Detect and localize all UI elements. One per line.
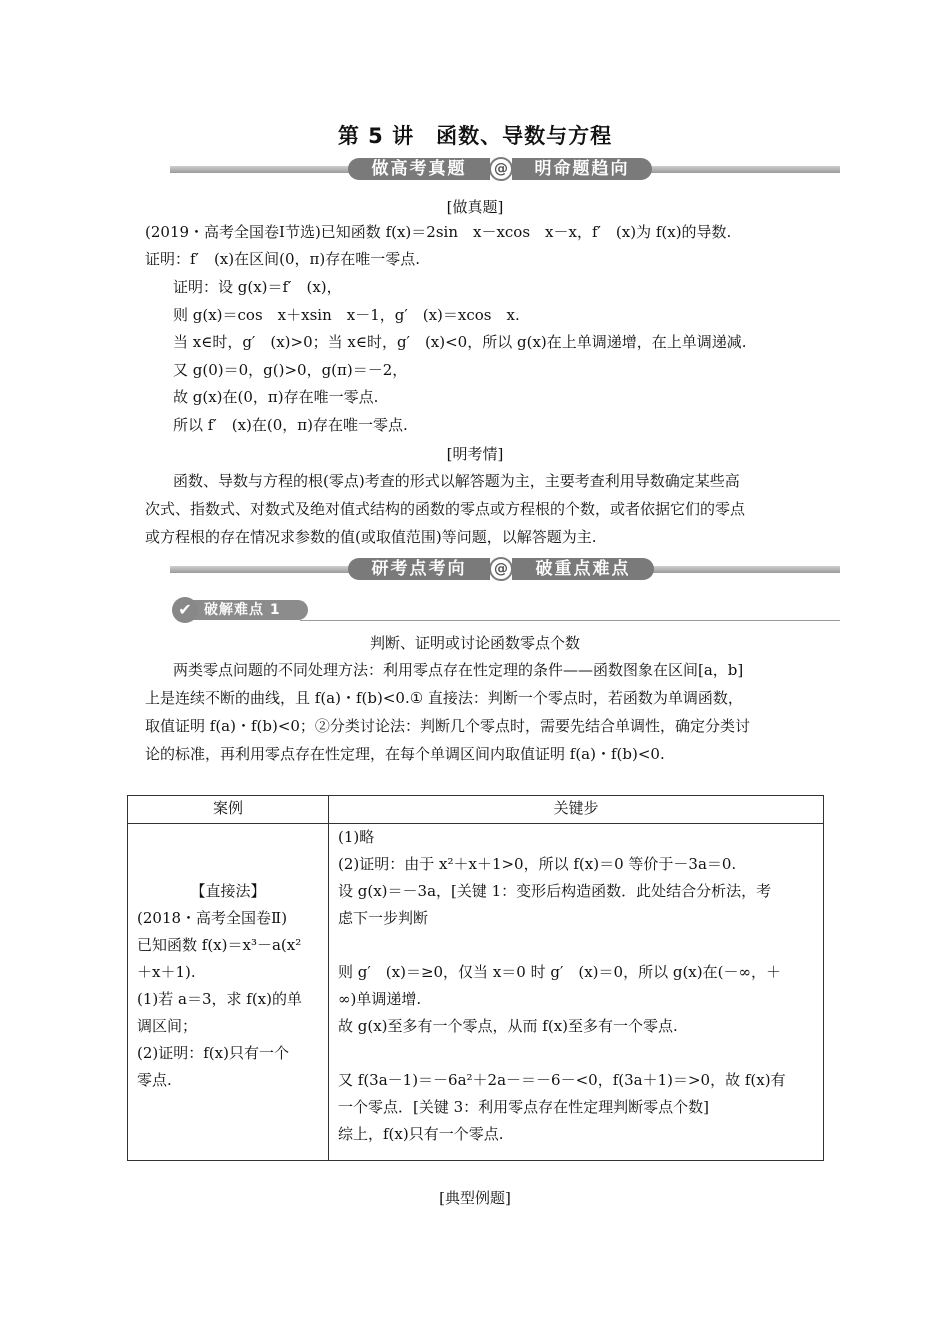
case-line: (2)证明：f(x)只有一个 <box>137 1044 289 1062</box>
table-row <box>128 824 824 1161</box>
keystep-line: 设 g(x)＝－3a，[关键 1：变形后构造函数．此处结合分析法，考 <box>338 882 772 900</box>
proof-line-3: 当 x∈时，g′ (x)>0；当 x∈时，g′ (x)<0，所以 g(x)在上单调递增，在上单调递减. <box>173 333 747 351</box>
mkq-line-1: 函数、导数与方程的根(零点)考查的形式以解答题为主，主要考查利用导数确定某些高 <box>173 472 740 490</box>
case-line: 调区间； <box>137 1017 198 1035</box>
intro-line-3: 取值证明 f(a)・f(b)<0；②分类讨论法：判断几个零点时，需要先结合单调性，确定分类讨 <box>145 717 750 735</box>
keystep-cell <box>329 824 824 1161</box>
case-line: (2018・高考全国卷Ⅱ) <box>137 909 288 927</box>
keystep-line: (2)证明：由于 x²＋x＋1>0，所以 f(x)＝0 等价于－3a＝0. <box>338 855 737 873</box>
subheading: 判断、证明或讨论函数零点个数 <box>369 634 580 652</box>
check-icon: ✔ <box>172 597 198 623</box>
page-title: 第 5 讲 函数、导数与方程 <box>337 124 613 148</box>
keystep-line: 又 f(3a－1)＝－6a²＋2a－＝－6－<0，f(3a＋1)＝>0，故 f(x)有 <box>338 1071 786 1089</box>
table-header-case: 案例 <box>128 796 329 824</box>
intro-line-1: 两类零点问题的不同处理方法：利用零点存在性定理的条件——函数图象在区间[a，b] <box>173 661 744 679</box>
keystep-line: 则 g′ (x)＝≥0，仅当 x＝0 时 g′ (x)＝0，所以 g(x)在(－∞，＋ <box>338 963 781 981</box>
keystep-blank <box>338 1040 823 1067</box>
problem-line-2: 证明：f′ (x)在区间(0，π)存在唯一零点. <box>145 250 420 268</box>
case-line: 已知函数 f(x)＝x³－a(x² <box>137 936 302 954</box>
case-cell <box>128 824 329 1161</box>
label-mingkaoqing: [明考情] <box>446 445 504 463</box>
keystep-line: 综上，f(x)只有一个零点. <box>338 1125 504 1143</box>
proof-line-1: 证明：设 g(x)＝f′ (x)， <box>173 278 342 296</box>
label-zuozhenti: [做真题] <box>446 198 504 216</box>
intro-line-4: 论的标准，再利用零点存在性定理，在每个单调区间内取值证明 f(a)・f(b)<0. <box>145 745 665 763</box>
section-banner-2 <box>170 558 840 580</box>
proof-line-2: 则 g(x)＝cos x＋xsin x－1，g′ (x)＝xcos x. <box>173 306 520 324</box>
banner-left-label: 研考点考向 <box>348 558 490 580</box>
keystep-line: 一个零点．[关键 3：利用零点存在性定理判断零点个数] <box>338 1098 710 1116</box>
case-line: ＋x＋1). <box>137 963 196 981</box>
keystep-line: 虑下一步判断 <box>338 909 429 927</box>
badge-label: 破解难点 1 <box>190 600 308 620</box>
banner-at-icon: @ <box>489 557 513 581</box>
banner-right-label: 明命题趋向 <box>512 158 652 180</box>
banner-left-label: 做高考真题 <box>348 158 490 180</box>
divider <box>300 620 840 621</box>
table-header-keystep: 关键步 <box>329 796 824 824</box>
case-line: (1)若 a＝3，求 f(x)的单 <box>137 990 302 1008</box>
problem-line-1: (2019・高考全国卷Ⅰ节选)已知函数 f(x)＝2sin x－xcos x－x，f′ (x)为 f(x)的导数. <box>145 223 732 241</box>
proof-line-4: 又 g(0)＝0，g()>0，g(π)＝－2， <box>173 361 408 379</box>
banner-at-icon: @ <box>489 157 513 181</box>
label-dianxing-liti: [典型例题] <box>439 1189 511 1207</box>
keystep-line: 故 g(x)至多有一个零点，从而 f(x)至多有一个零点. <box>338 1017 678 1035</box>
proof-line-6: 所以 f′ (x)在(0，π)存在唯一零点. <box>173 416 408 434</box>
case-method-label: 【直接法】 <box>190 882 266 900</box>
case-line: 零点. <box>137 1071 172 1089</box>
keystep-blank <box>338 932 823 959</box>
section-banner-1 <box>170 158 840 180</box>
banner-right-label: 破重点难点 <box>512 558 654 580</box>
case-table <box>127 795 824 1161</box>
table-header-row <box>128 796 824 824</box>
intro-line-2: 上是连续不断的曲线，且 f(a)・f(b)<0.① 直接法：判断一个零点时，若函数为单调函数， <box>145 689 743 707</box>
difficulty-badge <box>172 597 306 621</box>
mkq-line-3: 或方程根的存在情况求参数的值(或取值范围)等问题，以解答题为主. <box>145 528 597 546</box>
mkq-line-2: 次式、指数式、对数式及绝对值式结构的函数的零点或方程根的个数，或者依据它们的零点 <box>145 500 746 518</box>
keystep-line: (1)略 <box>338 828 375 846</box>
proof-line-5: 故 g(x)在(0，π)存在唯一零点. <box>173 388 379 406</box>
keystep-line: ∞)单调递增. <box>338 990 422 1008</box>
